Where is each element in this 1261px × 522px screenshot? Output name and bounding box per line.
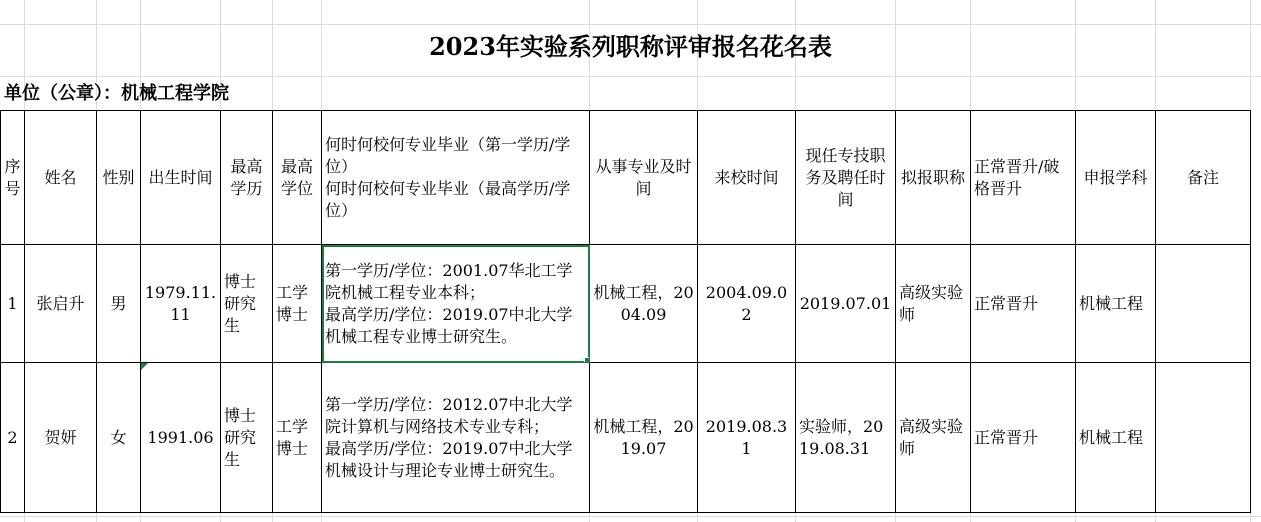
cell-target[interactable]: 高级实验师 (896, 363, 971, 513)
cell-post[interactable]: 2019.07.01 (796, 245, 896, 363)
cell-post[interactable]: 实验师，2019.08.31 (796, 363, 896, 513)
header-cell-promotion-type[interactable]: 正常晋升/破格晋升 (971, 111, 1076, 245)
header-cell-gender[interactable]: 性别 (97, 111, 141, 245)
sheet-title: 2023年实验系列职称评审报名花名表 (429, 32, 832, 61)
cell-name[interactable]: 张启升 (25, 245, 97, 363)
cell-birth[interactable]: 1979.11.11 (141, 245, 221, 363)
cell-no[interactable]: 1 (1, 245, 25, 363)
header-cell-field[interactable]: 从事专业及时间 (590, 111, 698, 245)
cell-promotion-type[interactable]: 正常晋升 (971, 363, 1076, 513)
cell-degree[interactable]: 工学博士 (273, 363, 322, 513)
header-cell-subject[interactable]: 申报学科 (1076, 111, 1156, 245)
fill-handle[interactable] (584, 357, 590, 363)
cell-note[interactable] (1156, 245, 1251, 363)
header-cell-target[interactable]: 拟报职称 (896, 111, 971, 245)
header-cell-note[interactable]: 备注 (1156, 111, 1251, 245)
cell-join[interactable]: 2019.08.31 (698, 363, 796, 513)
cell-join[interactable]: 2004.09.02 (698, 245, 796, 363)
cell-name[interactable]: 贺妍 (25, 363, 97, 513)
header-cell-name[interactable]: 姓名 (25, 111, 97, 245)
cell-gender[interactable]: 男 (97, 245, 141, 363)
cell-graduation[interactable]: 第一学历/学位：2012.07中北大学院计算机与网络技术专业专科； 最高学历/学位：2019.07中北大学机械设计与理论专业博士研究生。 (322, 363, 590, 513)
header-cell-join[interactable]: 来校时间 (698, 111, 796, 245)
unit-line: 单位（公章）：机械工程学院 (4, 83, 229, 104)
roster-table (0, 110, 1251, 513)
cell-gender[interactable]: 女 (97, 363, 141, 513)
cell-graduation-text: 第一学历/学位：2001.07华北工学院机械工程专业本科； 最高学历/学位：2019.07中北大学机械工程专业博士研究生。 (325, 260, 573, 346)
cell-subject[interactable]: 机械工程 (1076, 245, 1156, 363)
comment-marker-icon (141, 363, 148, 370)
cell-note[interactable] (1156, 363, 1251, 513)
cell-birth[interactable] (141, 363, 221, 513)
header-cell-birth[interactable]: 出生时间 (141, 111, 221, 245)
header-cell-no[interactable]: 序号 (1, 111, 25, 245)
header-cell-degree[interactable]: 最高学位 (273, 111, 322, 245)
cell-degree[interactable]: 工学博士 (273, 245, 322, 363)
cell-no[interactable]: 2 (1, 363, 25, 513)
cell-education[interactable]: 博士研究生 (221, 245, 273, 363)
cell-field[interactable]: 机械工程，2019.07 (590, 363, 698, 513)
table-row (1, 363, 1251, 513)
header-row (1, 111, 1251, 245)
cell-education[interactable]: 博士研究生 (221, 363, 273, 513)
cell-field[interactable]: 机械工程，2004.09 (590, 245, 698, 363)
table-row (1, 245, 1251, 363)
cell-promotion-type[interactable]: 正常晋升 (971, 245, 1076, 363)
cell-birth-text: 1991.06 (147, 427, 214, 447)
header-cell-graduation[interactable]: 何时何校何专业毕业（第一学历/学位） 何时何校何专业毕业（最高学历/学位） (322, 111, 590, 245)
header-cell-education[interactable]: 最高学历 (221, 111, 273, 245)
cell-graduation-selected[interactable] (322, 245, 590, 363)
header-cell-post[interactable]: 现任专技职务及聘任时间 (796, 111, 896, 245)
cell-subject[interactable]: 机械工程 (1076, 363, 1156, 513)
cell-target[interactable]: 高级实验师 (896, 245, 971, 363)
